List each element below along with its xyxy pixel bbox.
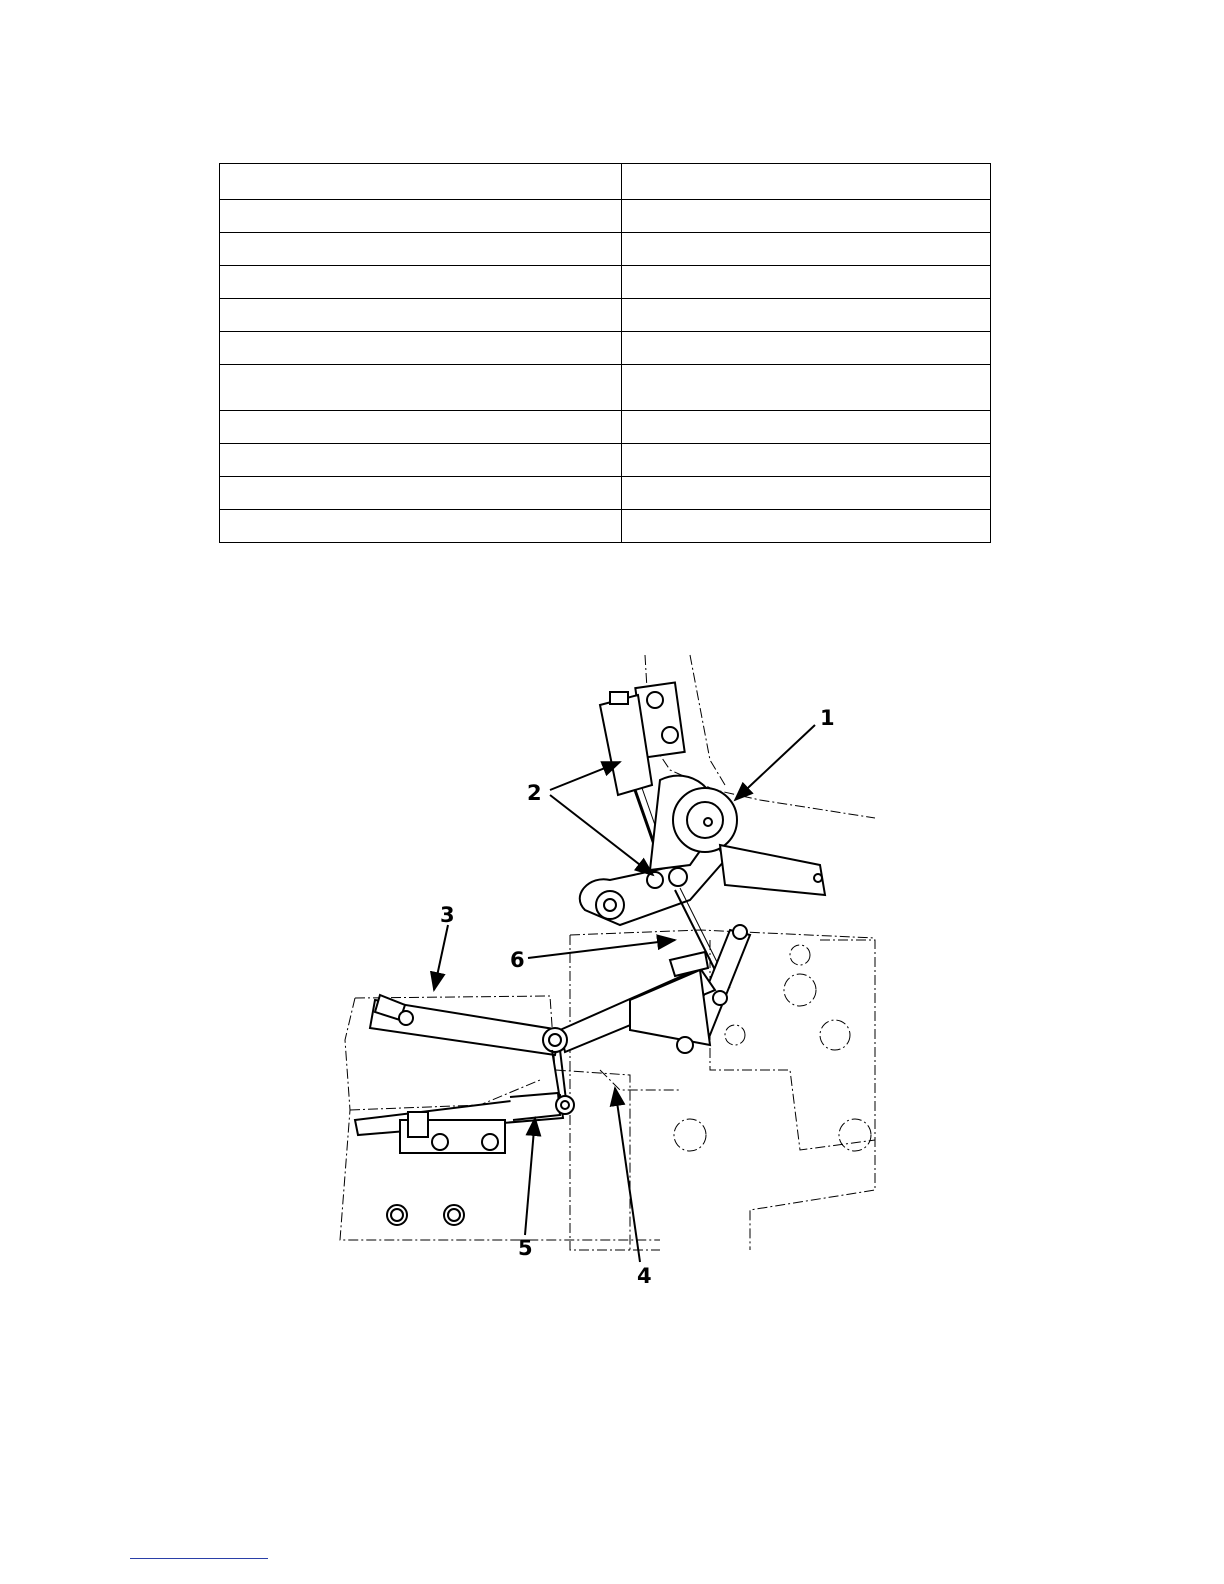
table-cell-label: [220, 365, 622, 411]
table-cell-value: [622, 477, 991, 510]
spec-table: [219, 163, 991, 543]
table-row: [220, 411, 991, 444]
main-lever: [370, 952, 715, 1055]
table-cell-label: [220, 164, 622, 200]
table-cell-label: [220, 510, 622, 543]
callout-6: 6: [510, 948, 525, 972]
table-cell-value: [622, 365, 991, 411]
table-cell-label: [220, 411, 622, 444]
table-cell-value: [622, 266, 991, 299]
table-cell-value: [622, 332, 991, 365]
table-cell-value: [622, 200, 991, 233]
callout-5: 5: [518, 1236, 533, 1260]
table-row: [220, 299, 991, 332]
table-row: [220, 477, 991, 510]
table-row: [220, 365, 991, 411]
table-row: [220, 200, 991, 233]
linkage-diagram: [330, 650, 890, 1290]
table-cell-label: [220, 299, 622, 332]
table-row: [220, 266, 991, 299]
leader-lines: [434, 725, 815, 1262]
callout-3: 3: [440, 903, 455, 927]
table-cell-label: [220, 477, 622, 510]
table-cell-value: [622, 233, 991, 266]
table-cell-value: [622, 510, 991, 543]
callout-1: 1: [820, 706, 835, 730]
table-cell-value: [622, 164, 991, 200]
table-row: [220, 233, 991, 266]
table-cell-label: [220, 444, 622, 477]
table-cell-value: [622, 444, 991, 477]
table-cell-value: [622, 411, 991, 444]
base-bolts: [387, 1205, 464, 1225]
table-row: [220, 444, 991, 477]
table-cell-value: [622, 299, 991, 332]
callout-4: 4: [637, 1264, 652, 1288]
table-row: [220, 510, 991, 543]
spring-assembly: [355, 1050, 574, 1153]
spec-table-body: [220, 164, 991, 543]
upper-arm: [580, 776, 825, 925]
callout-2: 2: [527, 781, 542, 805]
table-row: [220, 164, 991, 200]
table-row: [220, 332, 991, 365]
table-cell-label: [220, 233, 622, 266]
table-cell-label: [220, 200, 622, 233]
table-cell-label: [220, 332, 622, 365]
table-cell-label: [220, 266, 622, 299]
footnote-rule: [130, 1558, 268, 1559]
